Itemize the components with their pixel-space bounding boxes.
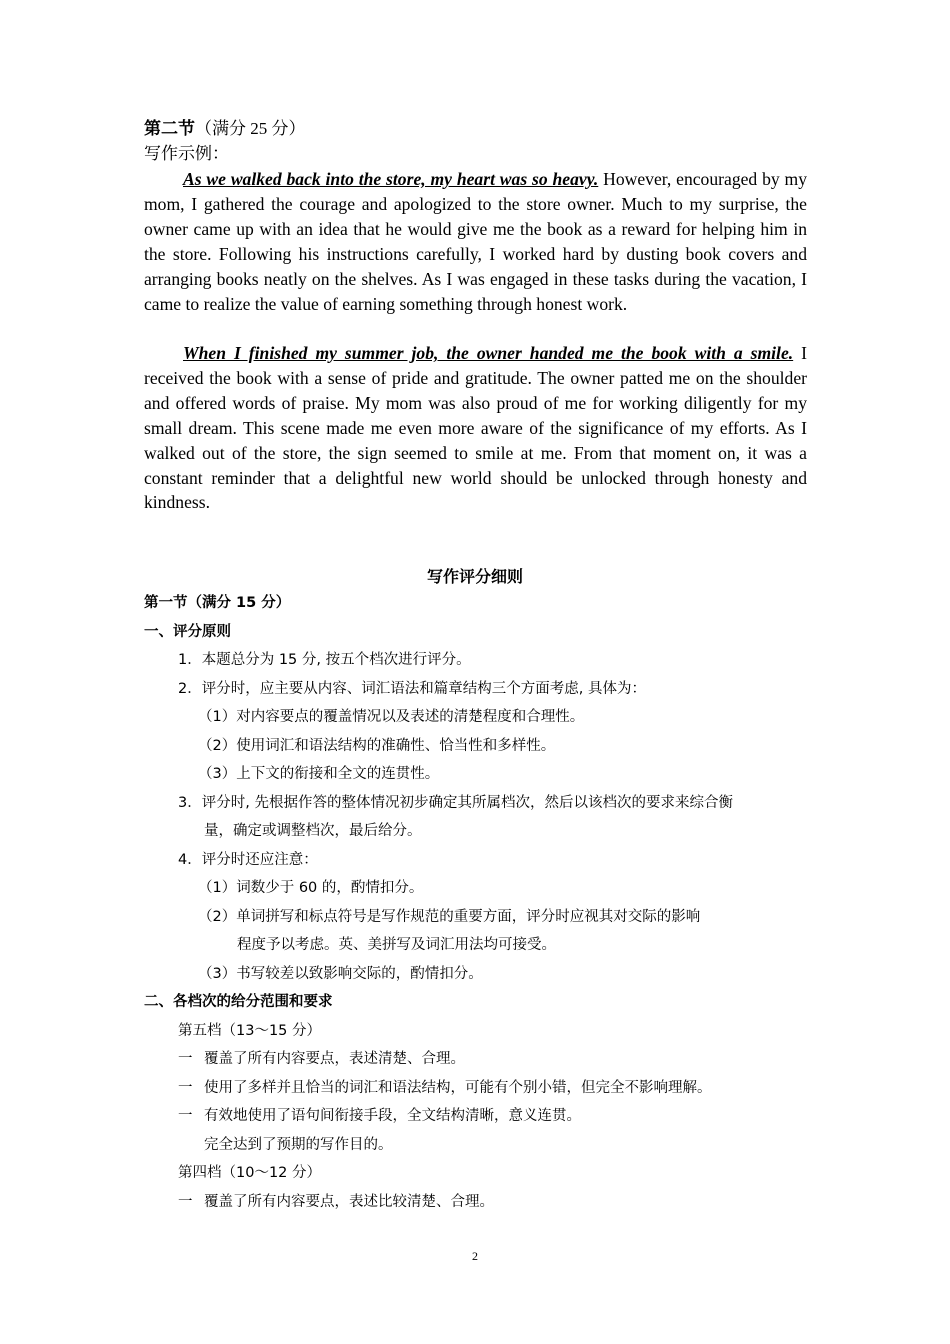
level-5-point (178, 1049, 465, 1069)
principle-item-4-sub-1: （1）词数少于 60 的，酌情扣分。 (198, 880, 424, 896)
principle-item-1: 1．本题总分为 15 分, 按五个档次进行评分。 (178, 652, 471, 668)
principles-heading: 一、评分原则 (144, 624, 231, 640)
paragraph-1-lead-sentence: As we walked back into the store, my heart was so heavy. (183, 169, 599, 189)
paragraph-1-body: However, encouraged by my mom, I gathered the courage and apologized to the store owner. Much to my surprise, the owner came up with an idea that he would give me the book as a reward for helping him in the store. Following his instructions carefully, I worked hard by dusting book covers and arranging books neatly on the shelves. As I was engaged in these tasks during the vacation, I came to realize the value of earning something through honest work. (144, 169, 807, 314)
principle-item-2-sub-1: （1）对内容要点的覆盖情况以及表述的清楚程度和合理性。 (198, 709, 585, 725)
level-5-summary: 完全达到了预期的写作目的。 (204, 1137, 393, 1153)
level-4-point-text: 覆盖了所有内容要点，表述比较清楚、合理。 (204, 1194, 494, 1210)
principle-item-4-sub-2-line-1: （2）单词拼写和标点符号是写作规范的重要方面，评分时应视其对交际的影响 (198, 909, 701, 925)
principle-item-3-line-1: 3．评分时, 先根据作答的整体情况初步确定其所属档次，然后以该档次的要求来综合衡 (178, 795, 733, 811)
section2-title-score: （满分 25 分） (195, 119, 306, 138)
level-5-point-text: 有效地使用了语句间衔接手段，全文结构清晰，意义连贯。 (204, 1108, 581, 1124)
sample-label: 写作示例： (144, 144, 229, 163)
section2-title (144, 118, 306, 140)
dash-marker: 一 (178, 1051, 193, 1067)
level-5-title: 第五档（13～15 分） (178, 1023, 322, 1039)
principle-item-2-sub-2: （2）使用词汇和语法结构的准确性、恰当性和多样性。 (198, 738, 556, 754)
dash-marker: 一 (178, 1194, 193, 1210)
principle-item-4-sub-3: （3）书写较差以致影响交际的，酌情扣分。 (198, 966, 483, 982)
level-4-point (178, 1192, 494, 1212)
principle-item-3-line-2: 量，确定或调整档次，最后给分。 (204, 823, 422, 839)
principle-item-4-sub-2-line-2: 程度予以考虑。英、美拼写及词汇用法均可接受。 (237, 937, 556, 953)
dash-marker: 一 (178, 1080, 193, 1096)
section1-title: 第一节（满分 15 分） (144, 595, 291, 611)
paragraph-2-body: I received the book with a sense of pride and gratitude. The owner patted me on the shoulder and offered words of praise. My mom was also proud of me for working diligently for my small dream. This scene made me even more aware of the significance of my efforts. As I walked out of the store, the sign seemed to smile at me. From that moment on, it was a constant reminder that a delightful new world should be unlocked through honesty and kindness. (144, 343, 807, 513)
level-4-title: 第四档（10～12 分） (178, 1165, 322, 1181)
levels-heading: 二、各档次的给分范围和要求 (144, 994, 333, 1010)
paragraph-2-lead-sentence: When I finished my summer job, the owner handed me the book with a smile. (183, 343, 794, 363)
level-5-point-text: 覆盖了所有内容要点，表述清楚、合理。 (204, 1051, 465, 1067)
principle-item-2: 2．评分时，应主要从内容、词汇语法和篇章结构三个方面考虑, 具体为： (178, 681, 646, 697)
section2-title-bold: 第二节 (144, 119, 195, 138)
level-5-point (178, 1078, 712, 1098)
dash-marker: 一 (178, 1108, 193, 1124)
level-5-point-text: 使用了多样并且恰当的词汇和语法结构，可能有个别小错，但完全不影响理解。 (204, 1080, 712, 1096)
sample-paragraph-1 (144, 167, 807, 316)
rubric-title: 写作评分细则 (426, 567, 523, 586)
page-number: 2 (472, 1249, 478, 1263)
principle-item-2-sub-3: （3）上下文的衔接和全文的连贯性。 (198, 766, 440, 782)
principle-item-4: 4．评分时还应注意： (178, 852, 318, 868)
level-5-point (178, 1106, 581, 1126)
sample-paragraph-2 (144, 341, 807, 515)
